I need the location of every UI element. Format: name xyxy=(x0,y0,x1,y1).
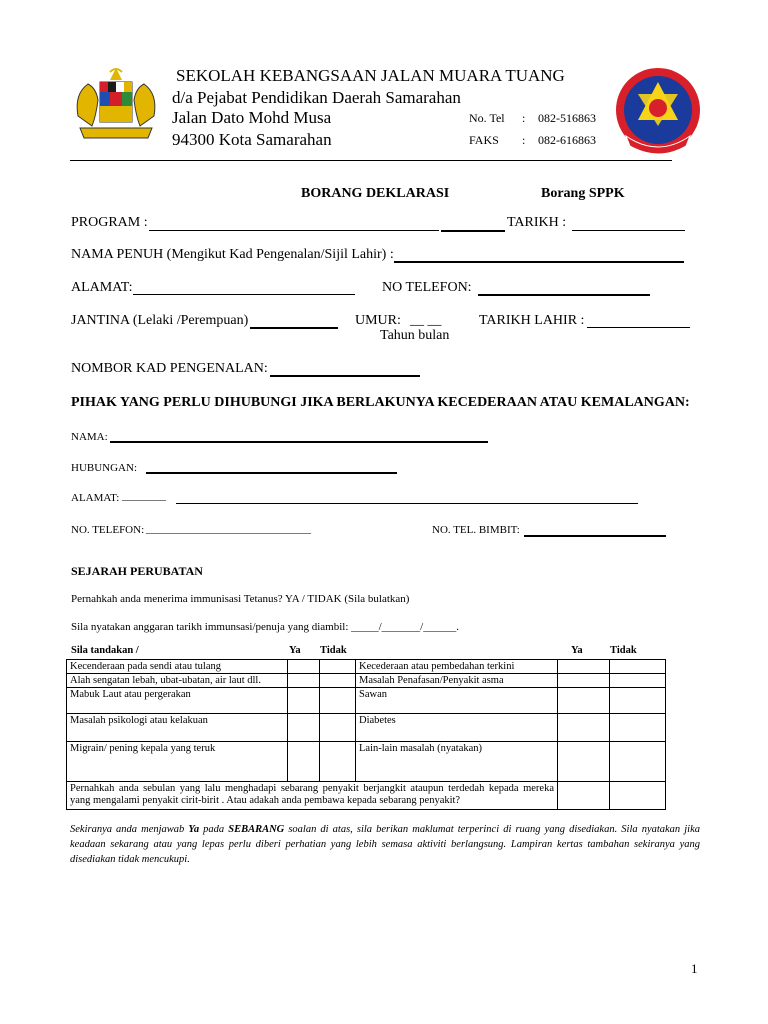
fax-value: 082-616863 xyxy=(538,133,596,147)
umur-label: UMUR: xyxy=(355,313,401,328)
ya-checkbox[interactable] xyxy=(288,742,320,782)
tidak-checkbox[interactable] xyxy=(320,714,356,742)
tetanus-question: Pernahkah anda menerima immunisasi Tetanus? YA / TIDAK (Sila bulatkan) xyxy=(71,593,410,605)
tarikh-label: TARIKH : xyxy=(507,215,567,230)
program-label: PROGRAM : xyxy=(71,215,148,230)
emergency-telefon-label: NO. TELEFON: xyxy=(71,524,145,536)
page-number: 1 xyxy=(691,961,698,976)
kad-pengenalan-label: NOMBOR KAD PENGENALAN: xyxy=(71,361,268,376)
umur-units: Tahun bulan xyxy=(380,328,450,343)
nama-penuh-field[interactable] xyxy=(394,261,684,263)
tel-separator: : xyxy=(522,111,526,125)
fax-separator: : xyxy=(522,133,526,147)
school-crest-logo xyxy=(610,66,706,163)
no-telefon-field[interactable] xyxy=(478,294,650,296)
program-field-ext xyxy=(441,230,505,232)
note-text: soalan di atas, sila berikan maklumat terperinci di ruang yang disediakan. Sila nyatakan jika keadaan sekarang atau yang lepas perlu diberi perhatian yang lebih semasa aktiviti berlangsung. Lampiran kertas tambahan sekiranya yang disediakan tidak mencukupi. xyxy=(70,824,700,865)
address-line-2: Jalan Dato Mohd Musa xyxy=(172,108,332,127)
tel-label: No. Tel xyxy=(469,111,505,125)
condition-label: Kecenderaan pada sendi atau tulang xyxy=(67,660,288,674)
ya-checkbox[interactable] xyxy=(558,714,610,742)
immunisation-date-question: Sila nyatakan anggaran tarikh immunsasi/penuja yang diambil: _____/_______/______. xyxy=(71,621,459,633)
alamat-label: ALAMAT: xyxy=(71,280,133,295)
condition-label: Alah sengatan lebah, ubat-ubatan, air laut dll. xyxy=(67,674,288,688)
tidak-checkbox[interactable] xyxy=(320,742,356,782)
note-text: Sekiranya anda menjawab xyxy=(70,824,189,835)
program-field[interactable] xyxy=(149,230,439,231)
school-name: SEKOLAH KEBANGSAAN JALAN MUARA TUANG xyxy=(176,66,565,85)
ya-checkbox[interactable] xyxy=(558,674,610,688)
nama-penuh-label: NAMA PENUH (Mengikut Kad Pengenalan/Sijil Lahir) : xyxy=(71,247,394,262)
coat-of-arms-logo xyxy=(70,66,162,149)
table-row xyxy=(67,742,666,782)
tarikh-field[interactable] xyxy=(572,230,685,231)
emergency-alamat-label: ALAMAT: xyxy=(71,492,120,504)
table-label: Sila tandakan / xyxy=(71,645,139,656)
no-telefon-label: NO TELEFON: xyxy=(382,280,472,295)
condition-label: Sawan xyxy=(356,688,558,714)
col-tidak-left: Tidak xyxy=(320,645,347,656)
tarikh-lahir-label: TARIKH LAHIR : xyxy=(479,313,585,328)
condition-label: Masalah psikologi atau kelakuan xyxy=(67,714,288,742)
emergency-heading: PIHAK YANG PERLU DIHUBUNGI JIKA BERLAKUNYA KECEDERAAN ATAU KEMALANGAN: xyxy=(71,395,690,410)
address-line-3: 94300 Kota Samarahan xyxy=(172,130,332,149)
jantina-label: JANTINA (Lelaki /Perempuan) xyxy=(71,313,249,328)
emergency-bimbit-field[interactable] xyxy=(524,535,666,537)
emergency-alamat-field[interactable] xyxy=(176,503,638,504)
tidak-checkbox[interactable] xyxy=(610,674,666,688)
emergency-telefon-blank[interactable]: ______________________________ xyxy=(146,523,311,535)
ya-checkbox[interactable] xyxy=(288,660,320,674)
ya-checkbox[interactable] xyxy=(558,742,610,782)
note-text: pada xyxy=(199,824,229,835)
tarikh-lahir-field[interactable] xyxy=(587,327,690,328)
form-code: Borang SPPK xyxy=(541,186,625,201)
tidak-checkbox[interactable] xyxy=(610,714,666,742)
form-title: BORANG DEKLARASI xyxy=(301,186,450,201)
condition-label: Migrain/ pening kepala yang teruk xyxy=(67,742,288,782)
emergency-hubungan-label: HUBUNGAN: xyxy=(71,462,137,474)
tidak-checkbox[interactable] xyxy=(610,782,666,810)
ya-checkbox[interactable] xyxy=(288,674,320,688)
fax-label: FAKS xyxy=(469,133,499,147)
col-ya-right: Ya xyxy=(571,645,583,656)
col-tidak-right: Tidak xyxy=(610,645,637,656)
condition-label: Kecederaan atau pembedahan terkini xyxy=(356,660,558,674)
tel-value: 082-516863 xyxy=(538,111,596,125)
emergency-alamat-blank[interactable]: ________ xyxy=(122,490,166,502)
jantina-field[interactable] xyxy=(250,327,338,329)
ya-checkbox[interactable] xyxy=(558,782,610,810)
tidak-checkbox[interactable] xyxy=(610,742,666,782)
table-row xyxy=(67,782,666,810)
condition-label: Lain-lain masalah (nyatakan) xyxy=(356,742,558,782)
medical-checklist-table xyxy=(66,659,666,810)
col-ya-left: Ya xyxy=(289,645,301,656)
condition-label: Masalah Penafasan/Penyakit asma xyxy=(356,674,558,688)
medical-heading: SEJARAH PERUBATAN xyxy=(71,564,203,578)
table-row xyxy=(67,714,666,742)
address-line-1: d/a Pejabat Pendidikan Daerah Samarahan xyxy=(172,88,461,107)
ya-checkbox[interactable] xyxy=(288,688,320,714)
table-row xyxy=(67,660,666,674)
condition-label: Diabetes xyxy=(356,714,558,742)
ya-checkbox[interactable] xyxy=(288,714,320,742)
emergency-bimbit-label: NO. TEL. BIMBIT: xyxy=(432,524,520,536)
contagious-disease-question: Pernahkah anda sebulan yang lalu menghadapi sebarang penyakit berjangkit ataupun terdedah kepada mereka yang mengalami penyakit cirit-birit . Atau adakah anda pembawa kepada sebarang penyakit? xyxy=(67,782,558,810)
umur-blanks[interactable]: __ __ xyxy=(410,313,442,328)
emergency-hubungan-field[interactable] xyxy=(146,472,397,474)
note-ya: Ya xyxy=(188,824,200,835)
table-row xyxy=(67,688,666,714)
kad-pengenalan-field[interactable] xyxy=(270,375,420,377)
tidak-checkbox[interactable] xyxy=(610,688,666,714)
instruction-note xyxy=(70,822,700,867)
emergency-nama-label: NAMA: xyxy=(71,431,108,443)
ya-checkbox[interactable] xyxy=(558,688,610,714)
tidak-checkbox[interactable] xyxy=(320,688,356,714)
tidak-checkbox[interactable] xyxy=(320,660,356,674)
alamat-field[interactable] xyxy=(133,294,355,295)
condition-label: Mabuk Laut atau pergerakan xyxy=(67,688,288,714)
header-rule xyxy=(70,160,672,161)
note-sebarang: SEBARANG xyxy=(228,824,285,835)
table-row xyxy=(67,674,666,688)
ya-checkbox[interactable] xyxy=(558,660,610,674)
tidak-checkbox[interactable] xyxy=(610,660,666,674)
tidak-checkbox[interactable] xyxy=(320,674,356,688)
emergency-nama-field[interactable] xyxy=(110,441,488,443)
